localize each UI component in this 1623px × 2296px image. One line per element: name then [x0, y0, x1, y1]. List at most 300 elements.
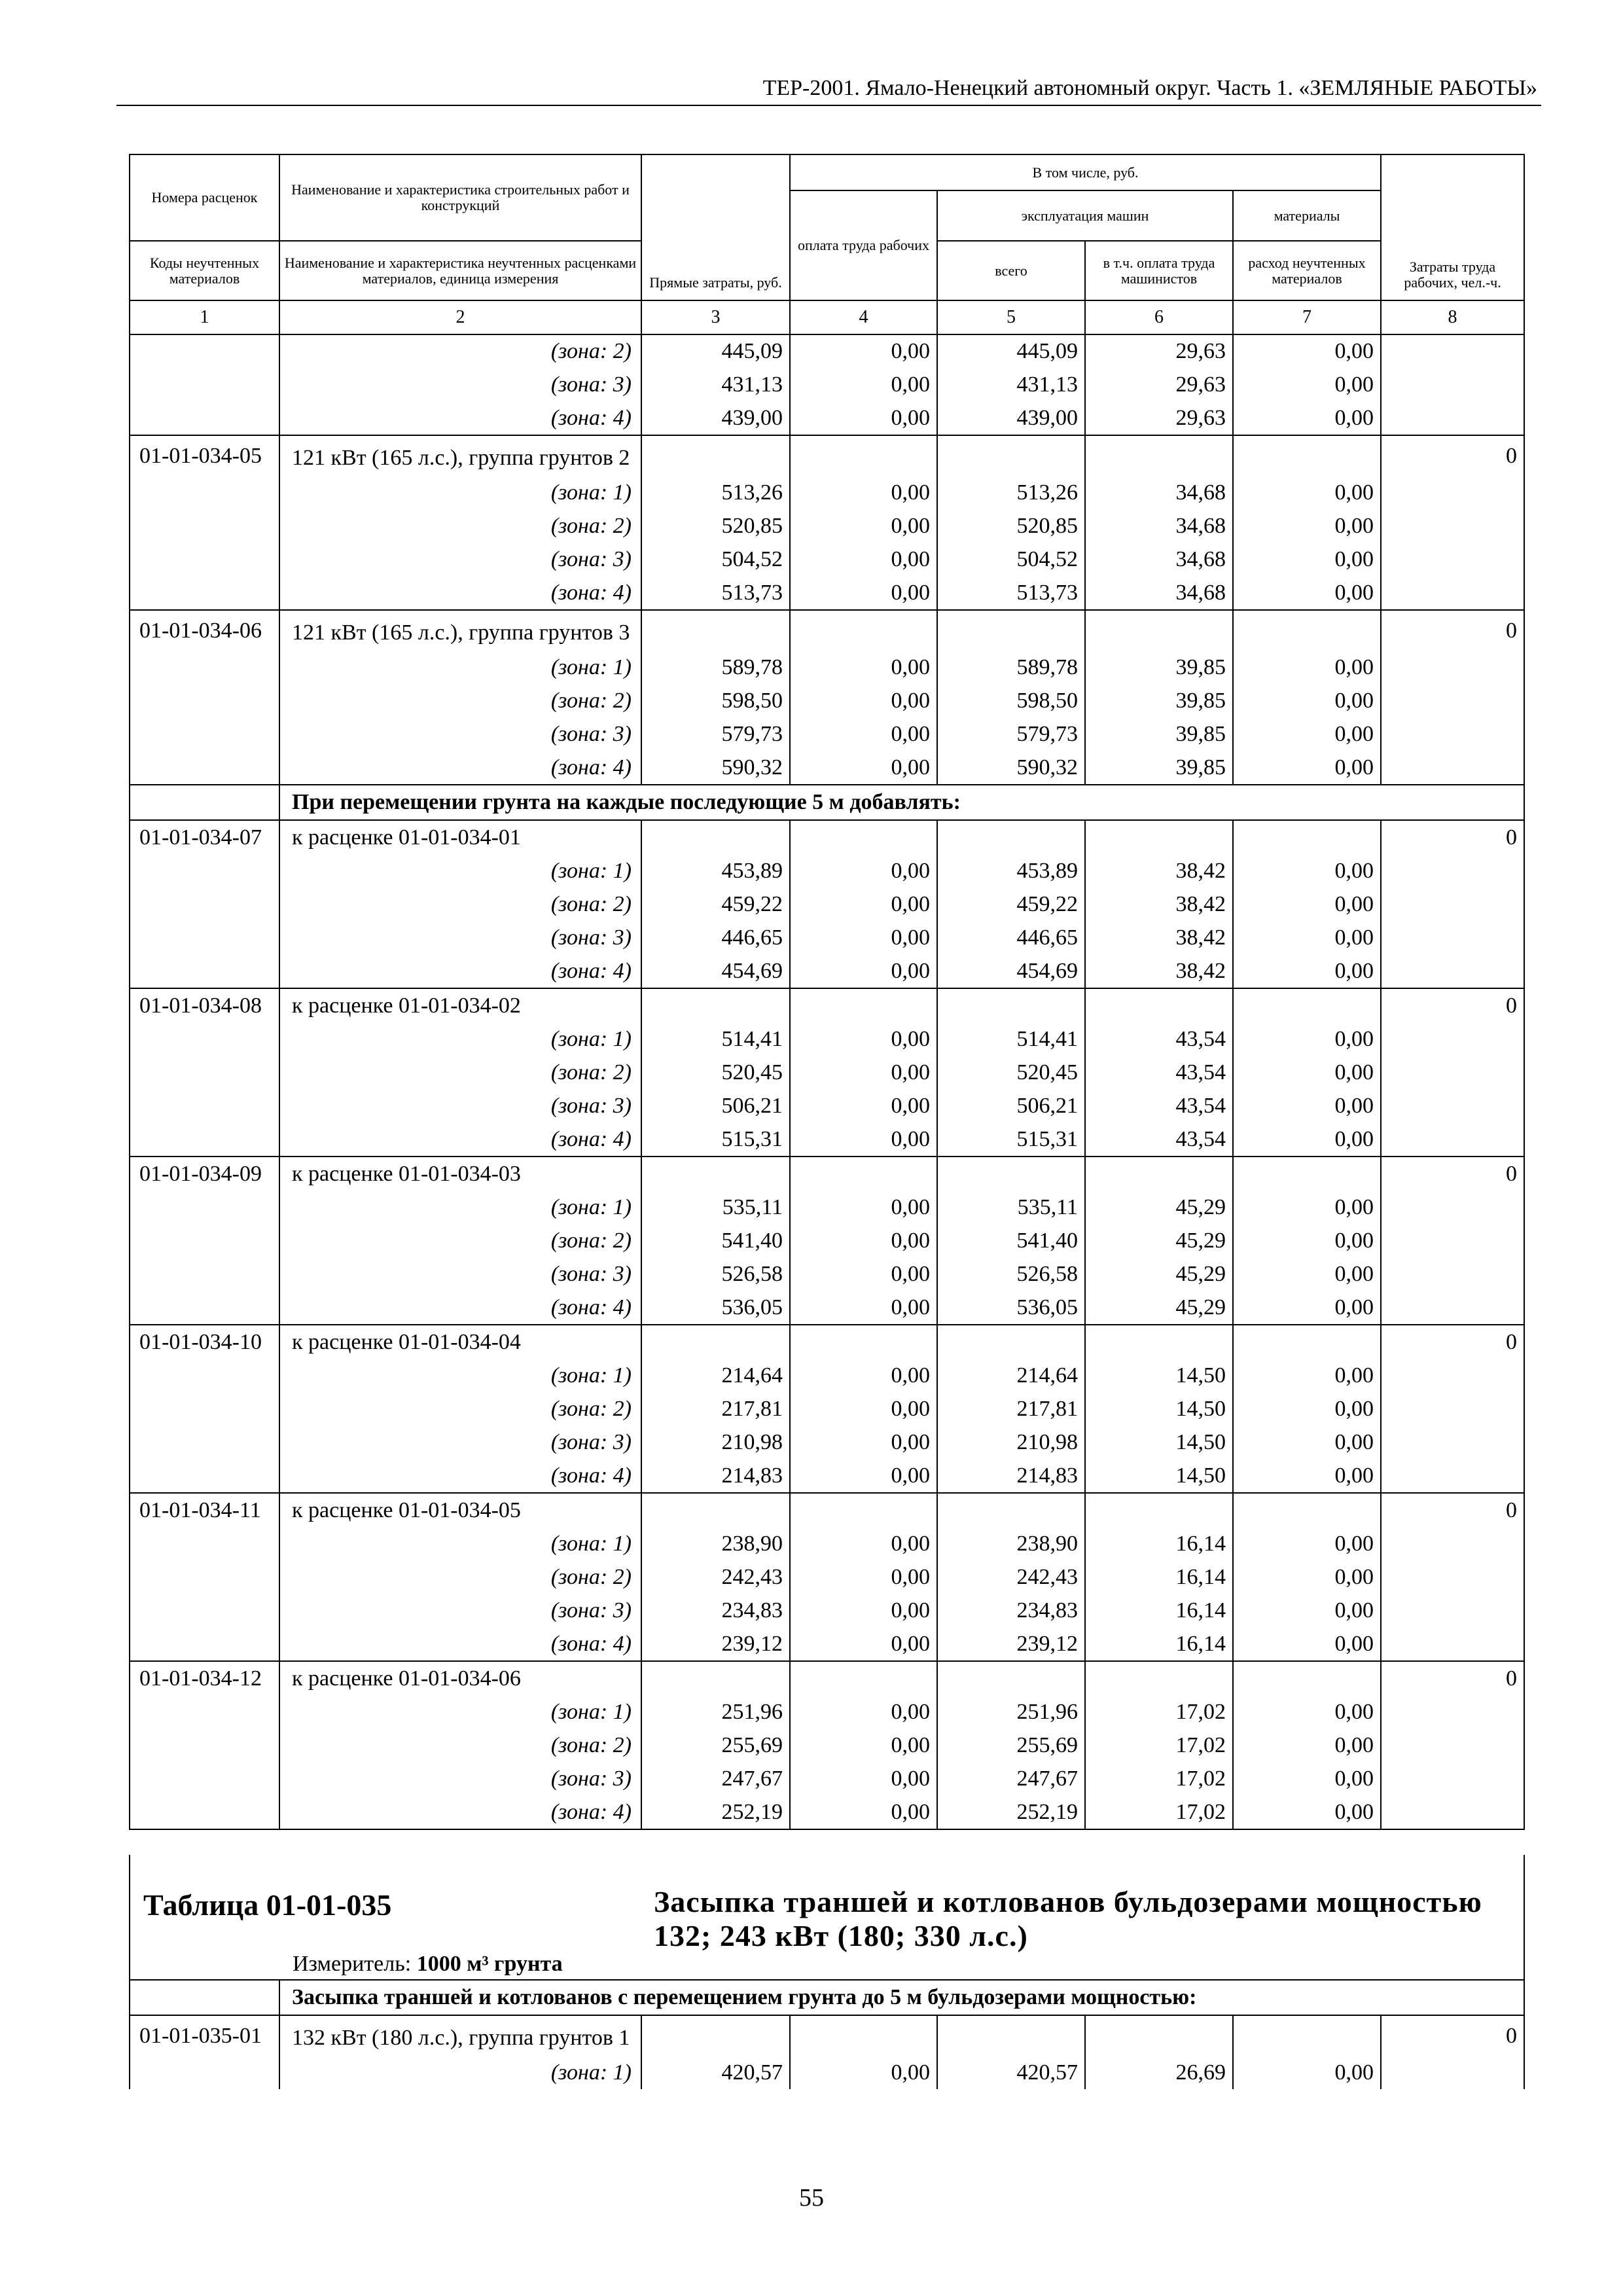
value-cell: 0,00: [790, 1426, 937, 1459]
table-row: [130, 1224, 1524, 1257]
labor-cell: [1381, 684, 1524, 717]
code-cell: [130, 684, 279, 717]
table-row: [130, 988, 1524, 1022]
value-cell: 29,63: [1085, 368, 1233, 401]
value-cell: 513,26: [937, 476, 1085, 509]
value-cell: [790, 1325, 937, 1359]
table-row: [130, 1980, 1524, 2015]
table-row: [130, 1762, 1524, 1795]
value-cell: [937, 1493, 1085, 1527]
code-cell: [130, 1224, 279, 1257]
value-cell: 506,21: [937, 1089, 1085, 1122]
value-cell: 0,00: [1233, 1056, 1381, 1089]
value-cell: 513,73: [937, 576, 1085, 610]
value-cell: 514,41: [641, 1022, 790, 1056]
value-cell: 0,00: [1233, 921, 1381, 954]
labor-cell: [1381, 2056, 1524, 2089]
code-cell: [130, 1560, 279, 1594]
value-cell: 0,00: [1233, 1695, 1381, 1729]
value-cell: 0,00: [790, 1122, 937, 1157]
value-cell: 17,02: [1085, 1762, 1233, 1795]
zone-cell: (зона: 1): [279, 1191, 641, 1224]
value-cell: 0,00: [1233, 1594, 1381, 1627]
value-cell: 504,52: [937, 543, 1085, 576]
colnum-8: 8: [1381, 300, 1524, 334]
value-cell: 0,00: [1233, 1022, 1381, 1056]
value-cell: 0,00: [1233, 1224, 1381, 1257]
code-cell: [130, 785, 279, 820]
value-cell: 38,42: [1085, 921, 1233, 954]
value-cell: 26,69: [1085, 2056, 1233, 2089]
code-cell: [130, 751, 279, 785]
value-cell: [641, 988, 790, 1022]
zone-cell: (зона: 4): [279, 401, 641, 435]
zone-cell: (зона: 3): [279, 1426, 641, 1459]
value-cell: 590,32: [641, 751, 790, 785]
colnum-5: 5: [937, 300, 1085, 334]
labor-cell: [1381, 1527, 1524, 1560]
col4-head: оплата труда рабочих: [790, 190, 937, 300]
value-cell: 14,50: [1085, 1426, 1233, 1459]
value-cell: 0,00: [790, 1594, 937, 1627]
value-cell: 217,81: [641, 1392, 790, 1426]
code-cell: [130, 1022, 279, 1056]
value-cell: 439,00: [937, 401, 1085, 435]
code-cell: [130, 1426, 279, 1459]
labor-cell: [1381, 921, 1524, 954]
table-row: [130, 1157, 1524, 1191]
table-row: [130, 435, 1524, 476]
value-cell: 446,65: [641, 921, 790, 954]
value-cell: 34,68: [1085, 476, 1233, 509]
table-row: [130, 1022, 1524, 1056]
zone-cell: (зона: 3): [279, 717, 641, 751]
labor-cell: 0: [1381, 1157, 1524, 1191]
labor-cell: [1381, 1695, 1524, 1729]
value-cell: 214,83: [641, 1459, 790, 1493]
value-cell: [1233, 435, 1381, 476]
value-cell: 17,02: [1085, 1729, 1233, 1762]
value-cell: [1085, 1325, 1233, 1359]
table-row: [130, 1527, 1524, 1560]
value-cell: 251,96: [641, 1695, 790, 1729]
value-cell: [790, 988, 937, 1022]
value-cell: 0,00: [1233, 1122, 1381, 1157]
machines-head: эксплуатация машин: [937, 190, 1233, 241]
value-cell: 238,90: [937, 1527, 1085, 1560]
labor-cell: [1381, 401, 1524, 435]
zone-cell: (зона: 2): [279, 1729, 641, 1762]
table-row: [130, 651, 1524, 684]
zone-cell: (зона: 4): [279, 1122, 641, 1157]
zone-cell: (зона: 3): [279, 1594, 641, 1627]
table-number: Таблица 01-01-035: [143, 1888, 392, 1922]
value-cell: 0,00: [790, 651, 937, 684]
value-cell: 454,69: [937, 954, 1085, 988]
zone-cell: (зона: 2): [279, 888, 641, 921]
value-cell: 536,05: [937, 1291, 1085, 1325]
value-cell: 589,78: [937, 651, 1085, 684]
labor-cell: [1381, 1762, 1524, 1795]
value-cell: 454,69: [641, 954, 790, 988]
value-cell: 0,00: [790, 509, 937, 543]
value-cell: 39,85: [1085, 717, 1233, 751]
value-cell: 39,85: [1085, 684, 1233, 717]
value-cell: [937, 435, 1085, 476]
value-cell: 0,00: [790, 1560, 937, 1594]
labor-cell: [1381, 1392, 1524, 1426]
rate-code: 01-01-034-12: [130, 1661, 279, 1695]
labor-cell: [1381, 1359, 1524, 1392]
value-cell: 214,64: [641, 1359, 790, 1392]
table-title: Засыпка траншей и котлованов бульдозерами мощностью 132; 243 кВт (180; 330 л.с.): [654, 1885, 1482, 1952]
value-cell: 17,02: [1085, 1795, 1233, 1829]
value-cell: 526,58: [937, 1257, 1085, 1291]
colnum-3: 3: [641, 300, 790, 334]
code-cell: [130, 1291, 279, 1325]
labor-cell: 0: [1381, 820, 1524, 854]
labor-cell: [1381, 1089, 1524, 1122]
col1-head: Номера расценок: [130, 154, 279, 241]
table-row: [130, 1426, 1524, 1459]
table-row: [130, 785, 1524, 820]
value-cell: 431,13: [641, 368, 790, 401]
value-cell: [1233, 1157, 1381, 1191]
value-cell: 520,85: [937, 509, 1085, 543]
value-cell: 453,89: [937, 854, 1085, 888]
value-cell: 0,00: [790, 1056, 937, 1089]
value-cell: 16,14: [1085, 1527, 1233, 1560]
value-cell: [641, 1157, 790, 1191]
col3-head: Прямые затраты, руб.: [641, 154, 790, 300]
rate-name: 121 кВт (165 л.с.), группа грунтов 2: [279, 435, 641, 476]
value-cell: 16,14: [1085, 1627, 1233, 1661]
table-row: [130, 1594, 1524, 1627]
rates-table: [129, 334, 1525, 1830]
value-cell: [1085, 2015, 1233, 2056]
value-cell: 541,40: [641, 1224, 790, 1257]
zone-cell: (зона: 2): [279, 1392, 641, 1426]
value-cell: 0,00: [790, 543, 937, 576]
value-cell: [641, 2015, 790, 2056]
zone-cell: (зона: 1): [279, 651, 641, 684]
subsection-heading: При перемещении грунта на каждые последующие 5 м добавлять:: [279, 785, 1524, 820]
zone-cell: (зона: 3): [279, 543, 641, 576]
value-cell: 0,00: [1233, 1527, 1381, 1560]
value-cell: 535,11: [641, 1191, 790, 1224]
code-cell: [130, 543, 279, 576]
labor-cell: [1381, 1122, 1524, 1157]
table-row: [130, 1056, 1524, 1089]
labor-cell: [1381, 751, 1524, 785]
labor-cell: 0: [1381, 610, 1524, 651]
value-cell: 446,65: [937, 921, 1085, 954]
value-cell: 29,63: [1085, 334, 1233, 368]
value-cell: 234,83: [641, 1594, 790, 1627]
labor-cell: 0: [1381, 435, 1524, 476]
colnum-4: 4: [790, 300, 937, 334]
labor-cell: [1381, 854, 1524, 888]
value-cell: 14,50: [1085, 1392, 1233, 1426]
value-cell: 252,19: [641, 1795, 790, 1829]
value-cell: 0,00: [1233, 854, 1381, 888]
value-cell: 0,00: [1233, 509, 1381, 543]
value-cell: 0,00: [1233, 1392, 1381, 1426]
code-cell: [130, 401, 279, 435]
value-cell: 38,42: [1085, 854, 1233, 888]
value-cell: 242,43: [641, 1560, 790, 1594]
labor-cell: 0: [1381, 1493, 1524, 1527]
value-cell: 0,00: [790, 854, 937, 888]
value-cell: 0,00: [1233, 334, 1381, 368]
labor-cell: [1381, 1191, 1524, 1224]
value-cell: 45,29: [1085, 1291, 1233, 1325]
value-cell: 0,00: [790, 1762, 937, 1795]
value-cell: [937, 2015, 1085, 2056]
value-cell: 0,00: [790, 368, 937, 401]
value-cell: 590,32: [937, 751, 1085, 785]
table-row: [130, 954, 1524, 988]
labor-cell: [1381, 1022, 1524, 1056]
value-cell: 234,83: [937, 1594, 1085, 1627]
value-cell: 0,00: [1233, 888, 1381, 921]
labor-cell: [1381, 476, 1524, 509]
value-cell: [1233, 1661, 1381, 1695]
code-cell: [130, 954, 279, 988]
labor-cell: [1381, 509, 1524, 543]
value-cell: 0,00: [1233, 1257, 1381, 1291]
zone-cell: (зона: 2): [279, 334, 641, 368]
labor-cell: [1381, 1560, 1524, 1594]
value-cell: 520,85: [641, 509, 790, 543]
table-row: [130, 1560, 1524, 1594]
value-cell: [937, 610, 1085, 651]
value-cell: 515,31: [641, 1122, 790, 1157]
value-cell: 579,73: [937, 717, 1085, 751]
value-cell: 0,00: [1233, 684, 1381, 717]
value-cell: [937, 1157, 1085, 1191]
table-row: [130, 1325, 1524, 1359]
labor-cell: [1381, 368, 1524, 401]
table-row: [130, 1392, 1524, 1426]
value-cell: 214,64: [937, 1359, 1085, 1392]
value-cell: 38,42: [1085, 954, 1233, 988]
value-cell: 43,54: [1085, 1089, 1233, 1122]
value-cell: 0,00: [1233, 476, 1381, 509]
value-cell: 0,00: [1233, 751, 1381, 785]
code-cell: [130, 1762, 279, 1795]
table-row: [130, 1661, 1524, 1695]
value-cell: 45,29: [1085, 1257, 1233, 1291]
zone-cell: (зона: 4): [279, 576, 641, 610]
labor-cell: [1381, 717, 1524, 751]
page-number: 55: [799, 2184, 824, 2212]
table-row: [130, 401, 1524, 435]
subsection-heading: Засыпка траншей и котлованов с перемещением грунта до 5 м бульдозерами мощностью:: [279, 1980, 1524, 2015]
value-cell: [790, 2015, 937, 2056]
measure-value: 1000 м³ грунта: [416, 1952, 563, 1976]
labor-cell: [1381, 1729, 1524, 1762]
value-cell: 0,00: [1233, 368, 1381, 401]
value-cell: [790, 610, 937, 651]
value-cell: 0,00: [1233, 1089, 1381, 1122]
value-cell: 0,00: [1233, 651, 1381, 684]
rate-code: 01-01-034-07: [130, 820, 279, 854]
value-cell: 214,83: [937, 1459, 1085, 1493]
value-cell: 0,00: [790, 576, 937, 610]
value-cell: 0,00: [790, 888, 937, 921]
rate-name: 132 кВт (180 л.с.), группа грунтов 1: [279, 2015, 641, 2056]
zone-cell: (зона: 1): [279, 1359, 641, 1392]
zone-cell: (зона: 4): [279, 1459, 641, 1493]
value-cell: 14,50: [1085, 1359, 1233, 1392]
value-cell: 255,69: [641, 1729, 790, 1762]
incl-head: В том числе, руб.: [790, 154, 1381, 190]
value-cell: 0,00: [1233, 576, 1381, 610]
code-cell: [130, 1359, 279, 1392]
value-cell: 210,98: [937, 1426, 1085, 1459]
table-row: [130, 1257, 1524, 1291]
code-cell: [130, 1795, 279, 1829]
value-cell: [937, 1325, 1085, 1359]
value-cell: 0,00: [1233, 1795, 1381, 1829]
zone-cell: (зона: 2): [279, 1224, 641, 1257]
zone-cell: (зона: 3): [279, 1762, 641, 1795]
value-cell: 0,00: [1233, 1729, 1381, 1762]
value-cell: 526,58: [641, 1257, 790, 1291]
value-cell: 45,29: [1085, 1224, 1233, 1257]
table-row: [130, 751, 1524, 785]
value-cell: 0,00: [790, 1459, 937, 1493]
labor-cell: [1381, 543, 1524, 576]
value-cell: 29,63: [1085, 401, 1233, 435]
code-cell: [130, 1695, 279, 1729]
value-cell: [1085, 1493, 1233, 1527]
zone-cell: (зона: 4): [279, 1795, 641, 1829]
table-row: [130, 476, 1524, 509]
value-cell: 0,00: [790, 401, 937, 435]
value-cell: 541,40: [937, 1224, 1085, 1257]
table-row: [130, 509, 1524, 543]
table-row: [130, 2015, 1524, 2056]
code-cell: [130, 854, 279, 888]
value-cell: 251,96: [937, 1695, 1085, 1729]
rate-code: 01-01-035-01: [130, 2015, 279, 2056]
code-cell: [130, 1980, 279, 2015]
value-cell: [1233, 2015, 1381, 2056]
value-cell: [790, 1493, 937, 1527]
code-cell: [130, 1122, 279, 1157]
table-row: [130, 543, 1524, 576]
table-row: [130, 854, 1524, 888]
value-cell: 420,57: [937, 2056, 1085, 2089]
table-row: [130, 717, 1524, 751]
value-cell: 34,68: [1085, 543, 1233, 576]
value-cell: 242,43: [937, 1560, 1085, 1594]
labor-cell: [1381, 1795, 1524, 1829]
value-cell: 439,00: [641, 401, 790, 435]
code-cell: [130, 334, 279, 368]
code-cell: [130, 1257, 279, 1291]
zone-cell: (зона: 2): [279, 1056, 641, 1089]
value-cell: 0,00: [1233, 717, 1381, 751]
value-cell: 513,26: [641, 476, 790, 509]
col2-head: Наименование и характеристика строительных работ и конструкций: [279, 154, 641, 241]
value-cell: 0,00: [1233, 1560, 1381, 1594]
value-cell: 0,00: [790, 1392, 937, 1426]
value-cell: 0,00: [790, 334, 937, 368]
zone-cell: (зона: 4): [279, 954, 641, 988]
value-cell: [1233, 820, 1381, 854]
rate-name: к расценке 01-01-034-03: [279, 1157, 641, 1191]
rate-code: 01-01-034-10: [130, 1325, 279, 1359]
value-cell: 0,00: [1233, 1359, 1381, 1392]
code-cell: [130, 1527, 279, 1560]
zone-cell: (зона: 3): [279, 368, 641, 401]
value-cell: 0,00: [790, 1527, 937, 1560]
zone-cell: (зона: 2): [279, 509, 641, 543]
code-cell: [130, 888, 279, 921]
value-cell: [641, 1661, 790, 1695]
col5-head: всего: [937, 241, 1085, 300]
table-row: [130, 576, 1524, 610]
value-cell: 0,00: [790, 476, 937, 509]
value-cell: [790, 1157, 937, 1191]
value-cell: 39,85: [1085, 751, 1233, 785]
col2b-head: Наименование и характеристика неучтенных расценками материалов, единица измерения: [279, 241, 641, 300]
table-row: [130, 1627, 1524, 1661]
colnum-2: 2: [279, 300, 641, 334]
zone-cell: (зона: 4): [279, 1627, 641, 1661]
value-cell: 34,68: [1085, 576, 1233, 610]
value-cell: 536,05: [641, 1291, 790, 1325]
labor-cell: [1381, 1594, 1524, 1627]
value-cell: [1233, 1325, 1381, 1359]
rates-table-2: [129, 1979, 1525, 2089]
code-cell: [130, 1627, 279, 1661]
zone-cell: (зона: 1): [279, 476, 641, 509]
value-cell: 0,00: [1233, 1291, 1381, 1325]
labor-cell: [1381, 1257, 1524, 1291]
rate-name: к расценке 01-01-034-06: [279, 1661, 641, 1695]
value-cell: 38,42: [1085, 888, 1233, 921]
value-cell: [1085, 820, 1233, 854]
table-row: [130, 1695, 1524, 1729]
table-row: [130, 1191, 1524, 1224]
value-cell: 0,00: [1233, 1191, 1381, 1224]
value-cell: 598,50: [937, 684, 1085, 717]
code-cell: [130, 368, 279, 401]
value-cell: 459,22: [937, 888, 1085, 921]
value-cell: 14,50: [1085, 1459, 1233, 1493]
code-cell: [130, 1392, 279, 1426]
value-cell: 598,50: [641, 684, 790, 717]
value-cell: 0,00: [790, 921, 937, 954]
zone-cell: (зона: 3): [279, 921, 641, 954]
value-cell: 16,14: [1085, 1560, 1233, 1594]
value-cell: [1085, 435, 1233, 476]
code-cell: [130, 576, 279, 610]
code-cell: [130, 1089, 279, 1122]
labor-cell: [1381, 1056, 1524, 1089]
table-row: [130, 2056, 1524, 2089]
labor-cell: [1381, 1459, 1524, 1493]
value-cell: 445,09: [641, 334, 790, 368]
zone-cell: (зона: 3): [279, 1257, 641, 1291]
value-cell: 39,85: [1085, 651, 1233, 684]
code-cell: [130, 1191, 279, 1224]
labor-cell: [1381, 1224, 1524, 1257]
